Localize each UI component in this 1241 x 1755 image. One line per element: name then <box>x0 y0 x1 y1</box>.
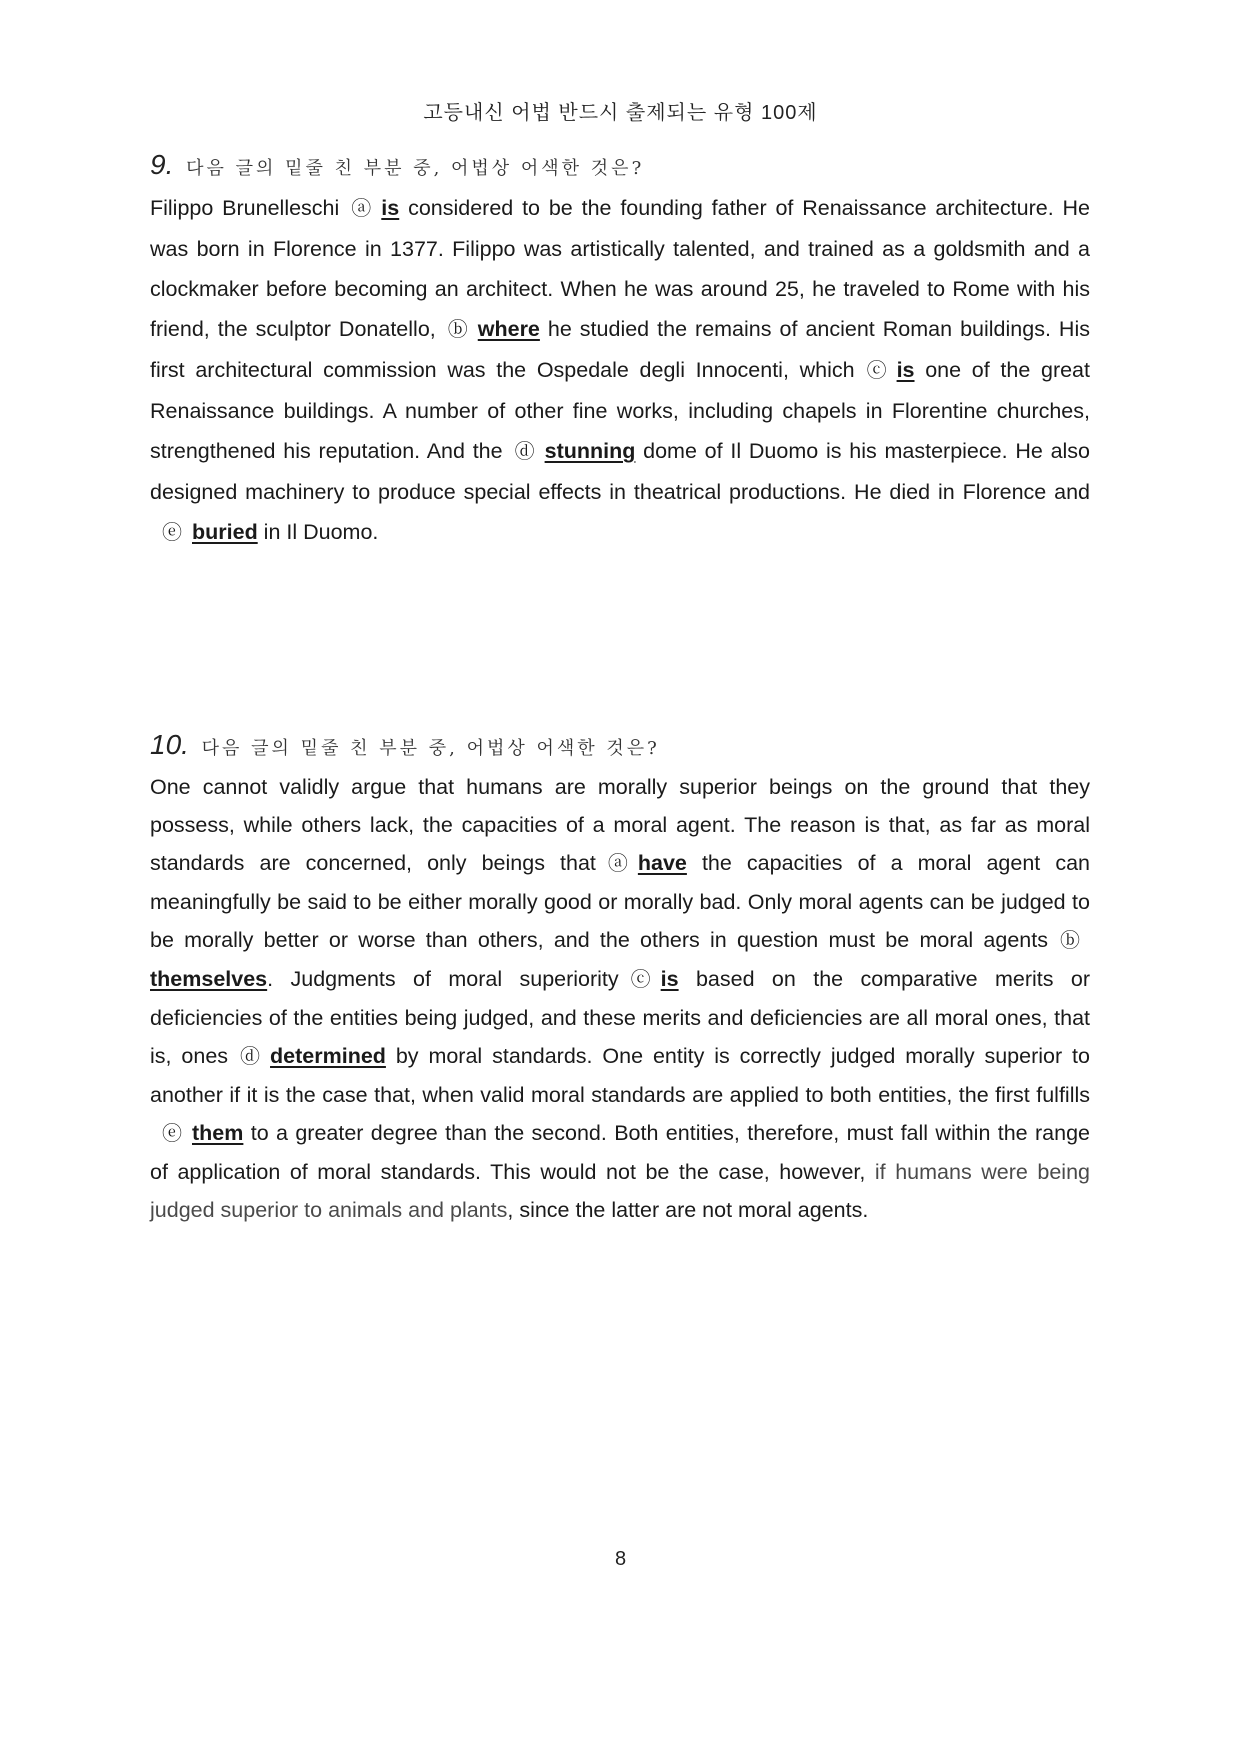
question-heading <box>150 148 1090 182</box>
passage-text: if humans were being judged superior to animals and plants <box>150 1160 1090 1222</box>
passage-text: by moral standards. One entity is correctly judged morally superior to another if it is the case that, when valid moral standards are applied to both entities, the first fulfills <box>150 1044 1090 1107</box>
underlined-choice: stunning <box>544 439 636 463</box>
passage-text: to a greater degree than the second. Both entities, therefore, must fall within the range of application of moral standards. This would not be the case, however, <box>150 1121 1090 1184</box>
question-passage <box>150 188 1090 553</box>
choice-marker: ⓐ <box>351 198 372 220</box>
question-number: 10. <box>150 729 189 760</box>
underlined-choice: have <box>637 851 687 875</box>
page-number: 8 <box>614 1548 627 1570</box>
page-header: 고등내신 어법 반드시 출제되는 유형 100제 <box>423 102 818 124</box>
question-prompt: 다음 글의 밑줄 친 부분 중, 어법상 어색한 것은? <box>201 738 660 759</box>
question-prompt: 다음 글의 밑줄 친 부분 중, 어법상 어색한 것은? <box>186 158 645 179</box>
underlined-choice: themselves <box>150 967 268 991</box>
question-9 <box>150 148 1090 575</box>
question-passage <box>150 768 1090 1229</box>
choice-marker: ⓑ <box>1060 930 1080 952</box>
choice-marker: ⓓ <box>514 441 535 463</box>
underlined-choice: buried <box>192 520 258 544</box>
passage-text: one of the great Renaissance buildings. A number of other fine works, including chapels in Florentine churches, strengthened his reputation. And the <box>150 358 1090 463</box>
choice-marker: ⓑ <box>447 319 468 341</box>
underlined-choice: determined <box>270 1044 386 1068</box>
passage-text: he studied the remains of ancient Roman buildings. His first architectural commission was the Ospedale degli Innocenti, which <box>150 317 1090 382</box>
underlined-choice: is <box>381 196 400 220</box>
question-10 <box>150 728 1090 1251</box>
question-number: 9. <box>150 149 174 180</box>
choice-marker: ⓐ <box>607 853 628 875</box>
passage-text: dome of Il Duomo is his masterpiece. He also designed machinery to produce special effects in theatrical productions. He died in Florence and <box>150 439 1091 504</box>
passage-text: One cannot validly argue that humans are morally superior beings on the ground that they possess, while others lack, the capacities of a moral agent. The reason is that, as far as moral standards are concerned, only beings that <box>150 775 1090 875</box>
underlined-choice: is <box>896 358 915 382</box>
passage-text: based on the comparative merits or deficiencies of the entities being judged, and these merits and deficiencies are all moral ones, that is, ones <box>150 967 1090 1068</box>
choice-marker: ⓒ <box>866 360 887 382</box>
choice-marker: ⓔ <box>162 1123 182 1145</box>
passage-text: the capacities of a moral agent can meaningfully be said to be either morally good or morally bad. Only moral agents can be judged to be morally better or worse than others, and the others in question must be moral agents <box>150 851 1090 952</box>
passage-text: . Judgments of moral superiority <box>267 967 619 991</box>
question-heading <box>150 728 1090 762</box>
underlined-choice: is <box>660 967 679 991</box>
passage-text: in Il Duomo. <box>257 520 379 544</box>
choice-marker: ⓒ <box>630 969 651 991</box>
passage-text: Filippo Brunelleschi <box>150 196 340 220</box>
choice-marker: ⓓ <box>240 1046 261 1068</box>
passage-text: considered to be the founding father of Renaissance architecture. He was born in Florence in 1377. Filippo was artistically talented, and trained as a goldsmith and a clockmaker before becoming an architect. When he was around 25, he traveled to Rome with his friend, the sculptor Donatello, <box>150 196 1090 341</box>
underlined-choice: where <box>477 317 540 341</box>
underlined-choice: them <box>192 1121 244 1145</box>
passage-text: , since the latter are not moral agents. <box>507 1198 869 1222</box>
choice-marker: ⓔ <box>162 522 182 544</box>
